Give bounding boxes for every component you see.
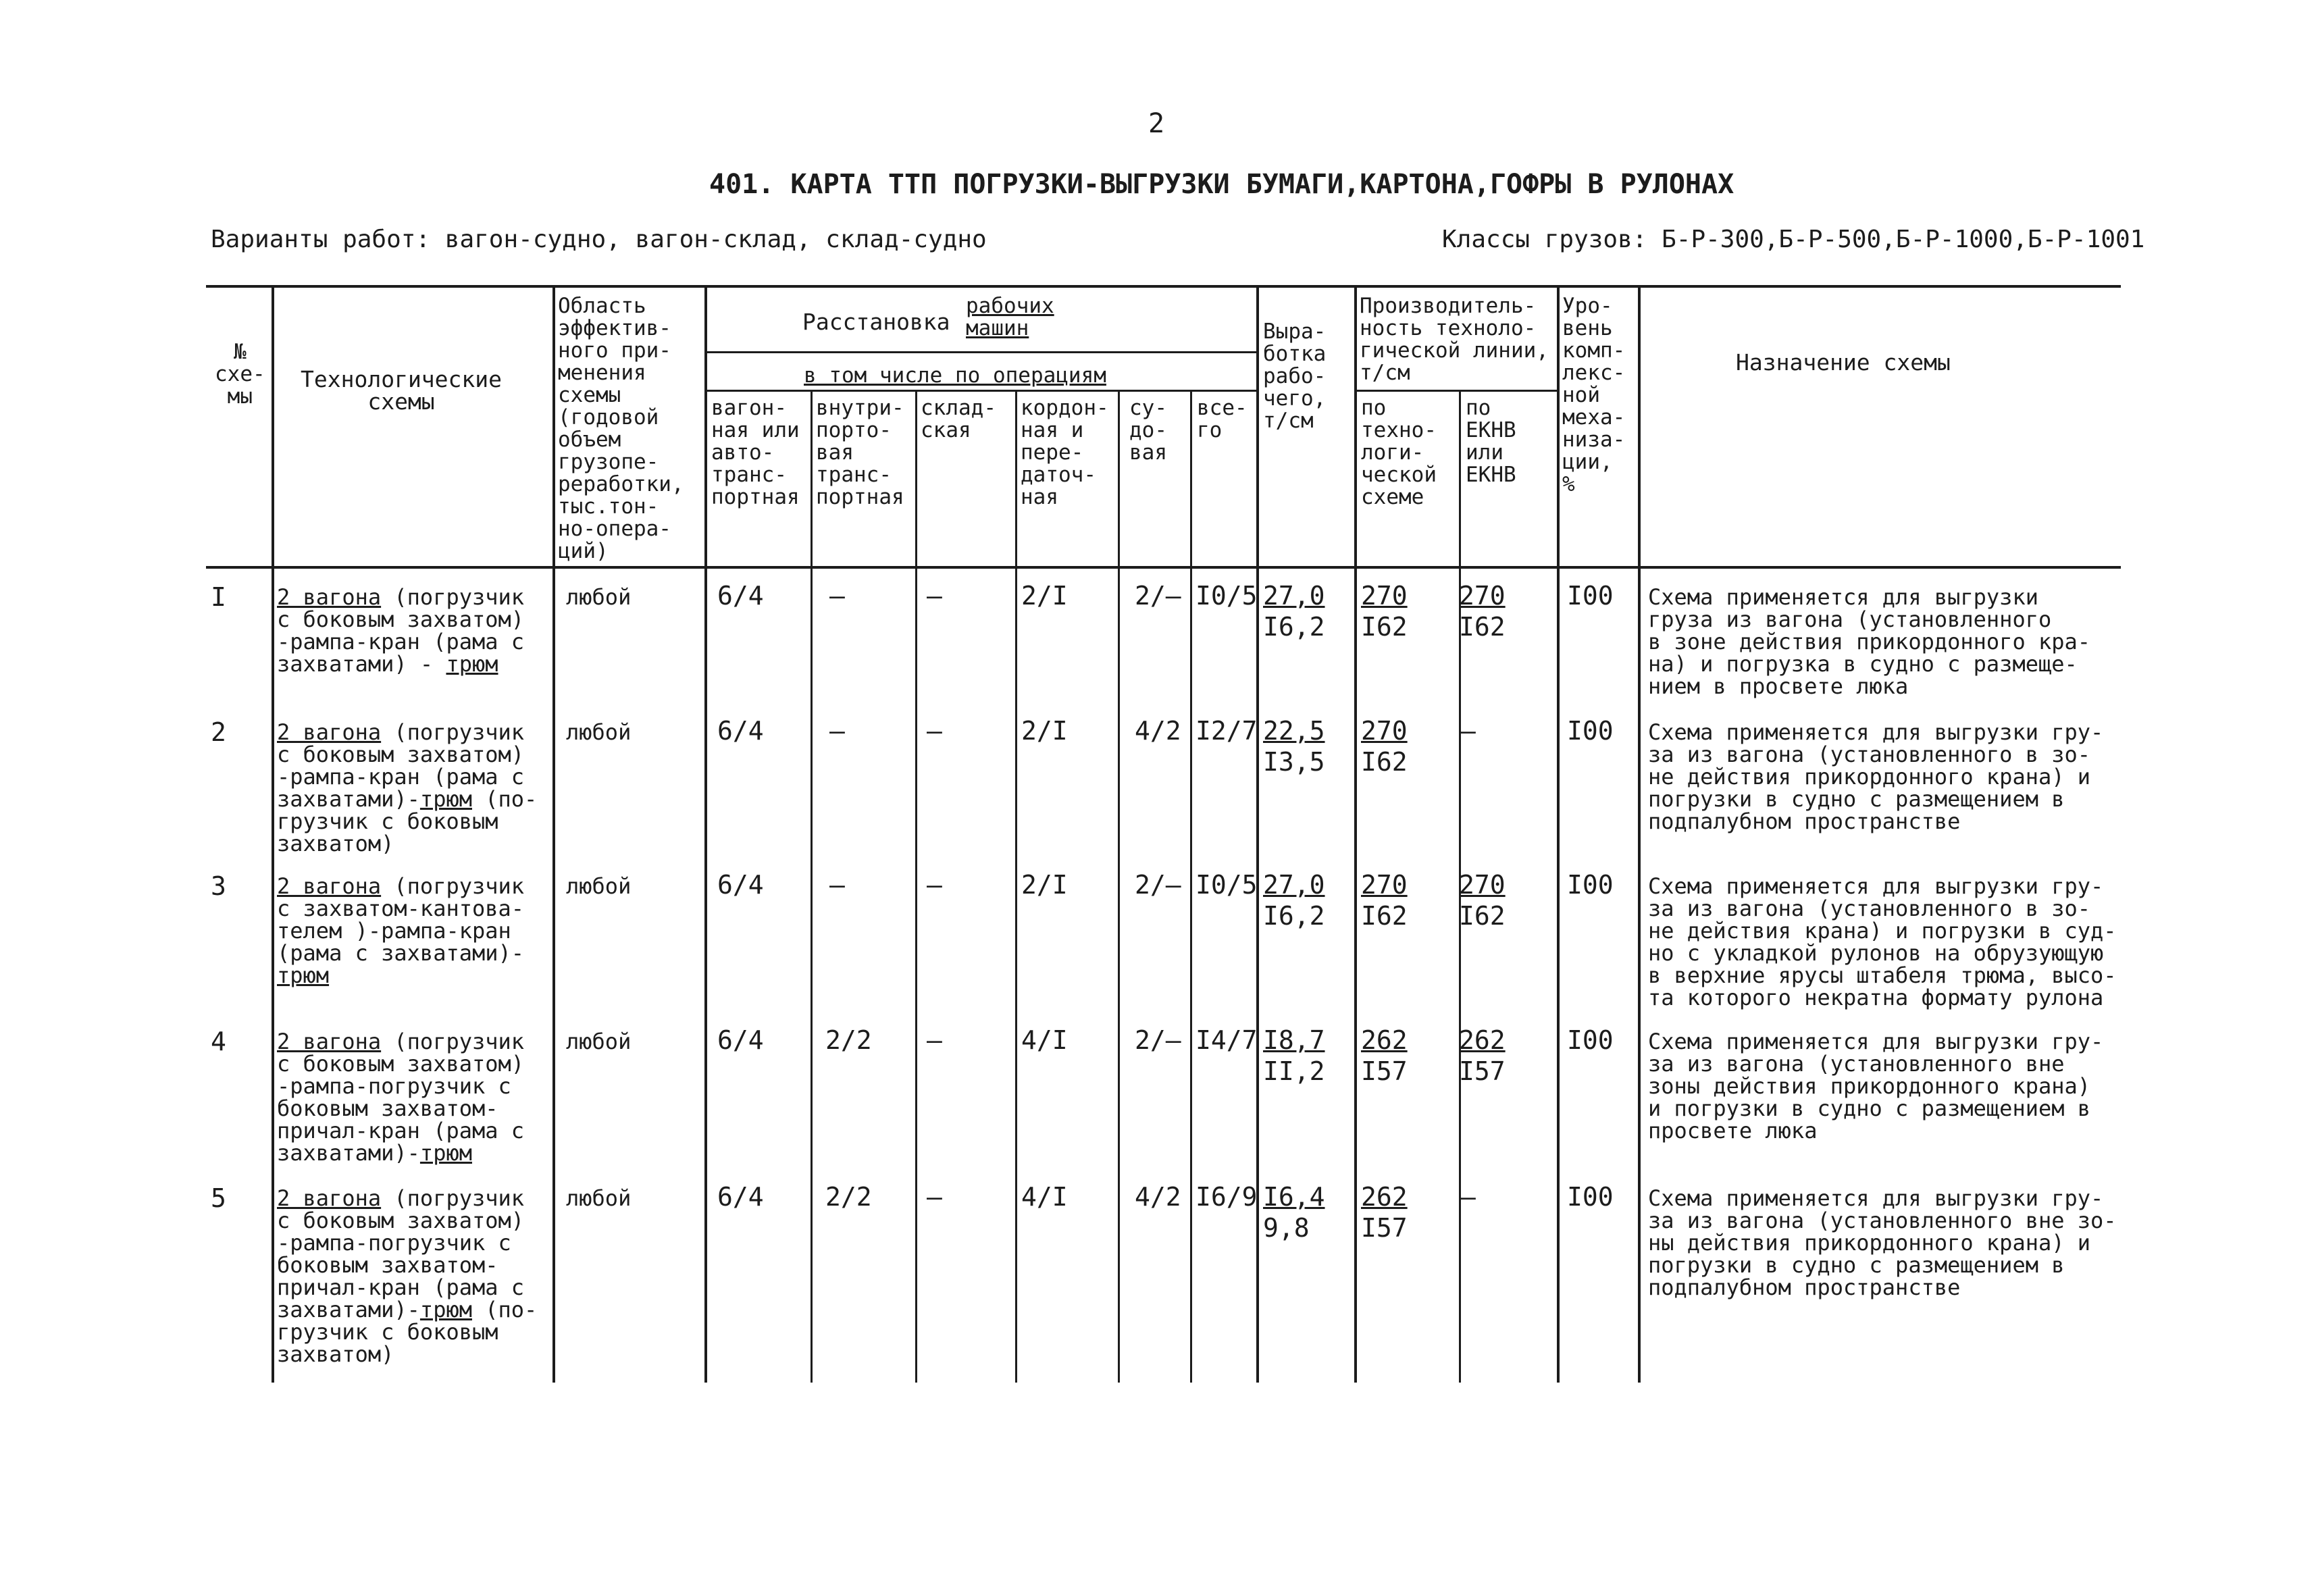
page-title: 401. КАРТА ТТП ПОГРУЗКИ-ВЫГРУЗКИ БУМАГИ,КАРТОНА,ГОФРЫ В РУЛОНАХ [709, 169, 1734, 200]
row-purpose: Схема применяется для выгрузки гру- за из вагона (установленного в зо- не действия прикордонного крана) и погрузки в судно с размещением в подпалубном пространстве [1648, 719, 2104, 834]
header-total: все- го [1197, 396, 1248, 442]
row-prod-top: 270 [1361, 870, 1408, 900]
row-mech: I00 [1567, 1182, 1614, 1212]
header-ship: су- до- вая [1129, 396, 1167, 465]
scheme-text: с боковым захватом) -рампа-кран (рама с захватами)- [277, 742, 525, 812]
row-intra: 2/2 [825, 1182, 872, 1212]
row-prod-bottom: I62 [1361, 747, 1408, 777]
row-scheme [277, 1031, 524, 1164]
row-wagon: 6/4 [717, 1025, 764, 1055]
col-divider [1638, 285, 1641, 1383]
scheme-wagons: 2 вагона [277, 1185, 382, 1211]
header-area: Область эффектив- ного при- менения схемы (годовой объем грузопе- реработки, тыс.тон- но-опера- ций) [558, 294, 684, 563]
header-productivity: Производитель- ность техноло- гической линии, т/см [1360, 294, 1549, 385]
header-output: Выра- ботка рабо- чего, т/см [1263, 319, 1327, 433]
scheme-text: (погрузчик [381, 584, 525, 610]
scheme-hold: трюм [419, 786, 472, 812]
row-warehouse: – [927, 1182, 942, 1212]
header-warehouse: склад- ская [921, 396, 996, 442]
scheme-text: с боковым захватом) -рампа-кран (рама с захватами) - [277, 607, 525, 677]
col-divider [811, 390, 813, 1383]
row-ekhv-bottom: I62 [1459, 612, 1506, 642]
row-ekhv-top: 270 [1459, 870, 1506, 900]
row-total: I0/5 [1195, 581, 1258, 611]
row-wagon: 6/4 [717, 716, 764, 746]
scheme-text: с боковым захватом) -рампа-погрузчик с боковым захватом- причал-кран (рама с захватами)- [277, 1051, 525, 1166]
page-number: 2 [1148, 108, 1165, 139]
row-ekhv-bottom: I57 [1459, 1056, 1506, 1086]
header-wagon: вагон- ная или авто- транс- портная [711, 396, 800, 509]
row-output-bottom: I6,2 [1263, 612, 1325, 642]
productivity-rule [1354, 390, 1557, 392]
placement-rule [706, 351, 1256, 353]
header-intra: внутри- порто- вая транс- портная [816, 396, 904, 509]
row-ekhv-top: – [1460, 716, 1476, 746]
header-by-scheme: по техно- логи- ческой схеме [1361, 396, 1437, 509]
row-total: I2/7 [1195, 716, 1258, 746]
row-intra: – [829, 716, 845, 746]
row-ekhv-top: 262 [1459, 1025, 1506, 1055]
row-cordon: 4/I [1021, 1025, 1068, 1055]
row-num: 5 [211, 1183, 226, 1213]
row-warehouse: – [927, 716, 942, 746]
header-cordon: кордон- ная и пере- даточ- ная [1021, 396, 1109, 509]
col-divider [552, 285, 555, 1383]
scheme-text: с захватом-кантова- телем )-рампа-кран (рама с захватами)- [277, 896, 525, 966]
row-mech: I00 [1567, 716, 1614, 746]
scheme-hold: трюм [419, 1297, 472, 1322]
col-divider [272, 285, 274, 1383]
scheme-wagons: 2 вагона [277, 1029, 382, 1054]
scheme-wagons: 2 вагона [277, 873, 382, 899]
row-output-top: I6,4 [1263, 1182, 1325, 1212]
row-ship: 2/– [1135, 870, 1181, 900]
header-placement: Расстановка [802, 309, 950, 335]
row-num: 3 [211, 871, 226, 901]
row-intra: 2/2 [825, 1025, 872, 1055]
row-total: I0/5 [1195, 870, 1258, 900]
cargo-classes: Классы грузов: Б-Р-300,Б-Р-500,Б-Р-1000,Б-Р-1001 [1442, 226, 2145, 253]
col-divider [1557, 285, 1560, 1383]
row-scheme [277, 1187, 537, 1366]
row-total: I4/7 [1195, 1025, 1258, 1055]
col-divider [704, 285, 707, 1383]
scheme-wagons: 2 вагона [277, 719, 382, 745]
header-purpose: Назначение схемы [1736, 349, 1951, 376]
row-scheme [277, 875, 524, 987]
header-num: № схе- мы [215, 340, 265, 409]
row-output-top: 22,5 [1263, 716, 1325, 746]
row-total: I6/9 [1195, 1182, 1258, 1212]
row-intra: – [829, 581, 845, 611]
row-ship: 2/– [1135, 1025, 1181, 1055]
row-prod-top: 262 [1361, 1182, 1408, 1212]
row-purpose: Схема применяется для выгрузки гру- за из вагона (установленного вне зо- ны действия прикордонного крана) и погрузки в судно с размещением в подпалубном пространстве [1648, 1185, 2117, 1300]
work-variants: Варианты работ: вагон-судно, вагон-склад, склад-судно [211, 226, 987, 253]
col-divider [1256, 285, 1259, 1383]
row-prod-top: 262 [1361, 1025, 1408, 1055]
row-ship: 4/2 [1135, 716, 1181, 746]
row-cordon: 2/I [1021, 870, 1068, 900]
row-scheme [277, 586, 524, 675]
row-warehouse: – [927, 581, 942, 611]
row-prod-top: 270 [1361, 581, 1408, 611]
row-intra: – [829, 870, 845, 900]
row-cordon: 4/I [1021, 1182, 1068, 1212]
scheme-text: (погрузчик [381, 1029, 525, 1054]
row-prod-top: 270 [1361, 716, 1408, 746]
scheme-text: (погрузчик [381, 719, 525, 745]
row-scheme [277, 721, 537, 855]
scheme-hold: трюм [446, 651, 498, 677]
table-header-rule [206, 566, 2121, 569]
row-warehouse: – [927, 1025, 942, 1055]
table-top-rule [206, 285, 2121, 288]
scheme-text: (погрузчик [381, 1185, 525, 1211]
row-output-bottom: I3,5 [1263, 747, 1325, 777]
row-area: любой [566, 1029, 632, 1054]
scheme-hold: трюм [419, 1140, 472, 1166]
row-ekhv-top: – [1460, 1182, 1476, 1212]
col-divider [1190, 390, 1192, 1383]
col-divider [1015, 390, 1017, 1383]
row-area: любой [566, 719, 632, 745]
row-mech: I00 [1567, 870, 1614, 900]
scheme-wagons: 2 вагона [277, 584, 382, 610]
row-num: 4 [211, 1027, 226, 1056]
header-by-ekhv: по ЕКНВ или ЕКНВ [1466, 396, 1516, 487]
row-num: I [211, 582, 226, 612]
row-output-bottom: I6,2 [1263, 901, 1325, 931]
row-ship: 4/2 [1135, 1182, 1181, 1212]
row-ekhv-top: 270 [1459, 581, 1506, 611]
row-output-top: 27,0 [1263, 870, 1325, 900]
scheme-text: (по- грузчик с боковым захватом) [277, 1297, 538, 1367]
row-area: любой [566, 1185, 632, 1211]
row-output-top: 27,0 [1263, 581, 1325, 611]
row-purpose: Схема применяется для выгрузки груза из вагона (установленного в зоне действия прикордонного кра- на) и погрузка в судно с размеще- нием в просвете люка [1648, 584, 2091, 699]
col-divider [1354, 285, 1357, 1383]
row-wagon: 6/4 [717, 870, 764, 900]
scheme-text: (по- грузчик с боковым захватом) [277, 786, 538, 856]
row-mech: I00 [1567, 1025, 1614, 1055]
row-wagon: 6/4 [717, 581, 764, 611]
scheme-hold: трюм [277, 962, 330, 988]
row-prod-bottom: I62 [1361, 901, 1408, 931]
row-output-top: I8,7 [1263, 1025, 1325, 1055]
row-num: 2 [211, 717, 226, 747]
row-ship: 2/– [1135, 581, 1181, 611]
row-wagon: 6/4 [717, 1182, 764, 1212]
row-cordon: 2/I [1021, 581, 1068, 611]
row-warehouse: – [927, 870, 942, 900]
header-incl-ops: в том числе по операциям [804, 363, 1106, 388]
col-divider [915, 390, 917, 1383]
scheme-text: (погрузчик [381, 873, 525, 899]
header-placement-machines: рабочих машин [966, 294, 1054, 340]
col-divider [1118, 390, 1120, 1383]
row-purpose: Схема применяется для выгрузки гру- за из вагона (установленного вне зоны действия прикордонного крана) и погрузки в судно с размещением в просвете люка [1648, 1029, 2104, 1143]
ops-rule [706, 390, 1256, 392]
row-prod-bottom: I57 [1361, 1056, 1408, 1086]
row-purpose: Схема применяется для выгрузки гру- за из вагона (установленного в зо- не действия крана) и погрузки в суд- но с укладкой рулонов на обрузующую в верхние ярусы штабеля трюма, высо- та которого некратна формату рулона [1648, 873, 2117, 1010]
header-mech: Уро- вень комп- лекс- ной меха- низа- ции, % [1562, 294, 1626, 496]
row-prod-bottom: I62 [1361, 612, 1408, 642]
row-ekhv-bottom: I62 [1459, 901, 1506, 931]
row-cordon: 2/I [1021, 716, 1068, 746]
header-schemes: Технологические схемы [301, 366, 503, 415]
row-output-bottom: II,2 [1263, 1056, 1325, 1086]
row-area: любой [566, 584, 632, 610]
row-area: любой [566, 873, 632, 899]
row-mech: I00 [1567, 581, 1614, 611]
row-output-bottom: 9,8 [1263, 1213, 1310, 1243]
scheme-text: с боковым захватом) -рампа-погрузчик с боковым захватом- причал-кран (рама с захватами)- [277, 1208, 525, 1322]
row-prod-bottom: I57 [1361, 1213, 1408, 1243]
